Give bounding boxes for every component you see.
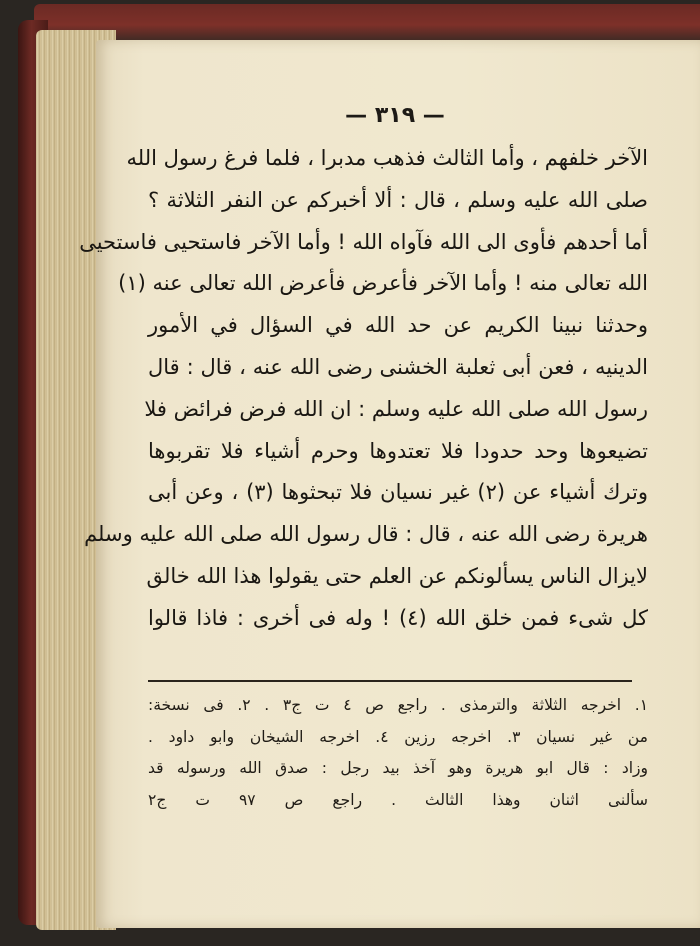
footnote-line: سألنى اثنان وهذا الثالث . راجع ص ٩٧ ت ج٢ <box>148 790 649 809</box>
main-text <box>79 138 649 640</box>
footnote-line: ١. اخرجه الثلاثة والترمذى . راجع ص ٤ ت ج٣ . ٢. فى نسخة: <box>148 696 649 714</box>
text-line: رسول الله صلى الله عليه وسلم : ان الله فرض فرائض فلا <box>144 396 648 421</box>
text-line: كل شىء فمن خلق الله (٤) ! وله فى أخرى : فاذا قالوا <box>148 605 648 630</box>
text-line: الدينيه ، فعن أبى ثعلبة الخشنى رضى الله عنه ، قال : قال <box>148 354 648 379</box>
text-line: الآخر خلفهم ، وأما الثالث فذهب مدبرا ، فلما فرغ رسول الله <box>126 146 648 170</box>
page-number: — ٣١٩ — <box>345 103 445 128</box>
text-line: وترك أشياء عن (٢) غير نسيان فلا تبحثوها (٣) ، وعن أبى <box>148 480 649 505</box>
footnote-line: من غير نسيان ٣. اخرجه رزين ٤. اخرجه الشيخان وابو داود . <box>148 727 648 746</box>
footnote-line: وزاد : قال ابو هريرة وهو آخذ بيد رجل : صدق الله ورسوله قد <box>148 759 648 777</box>
text-line: لايزال الناس يسألونكم عن العلم حتى يقولوا هذا الله خالق <box>146 563 648 588</box>
book-cover-top <box>34 4 700 42</box>
text-line: هريرة رضى الله عنه ، قال : قال رسول الله صلى الله عليه وسلم <box>84 522 648 547</box>
text-line: صلى الله عليه وسلم ، قال : ألا أخبركم عن النفر الثلاثة ؟ <box>148 187 648 212</box>
text-line: أما أحدهم فأوى الى الله فآواه الله ! وأما الآخر فاستحيى فاستحيى <box>79 229 648 254</box>
text-line: وحدثنا نبينا الكريم عن حد الله في السؤال في الأمور <box>148 313 648 338</box>
footnotes <box>148 690 648 816</box>
text-line: الله تعالى منه ! وأما الآخر فأعرض فأعرض الله تعالى عنه (١) <box>118 271 648 296</box>
footnote-divider <box>148 680 632 682</box>
text-line: تضيعوها وحد حدودا فلا تعتدوها وحرم أشياء فلا تقربوها <box>148 438 648 463</box>
